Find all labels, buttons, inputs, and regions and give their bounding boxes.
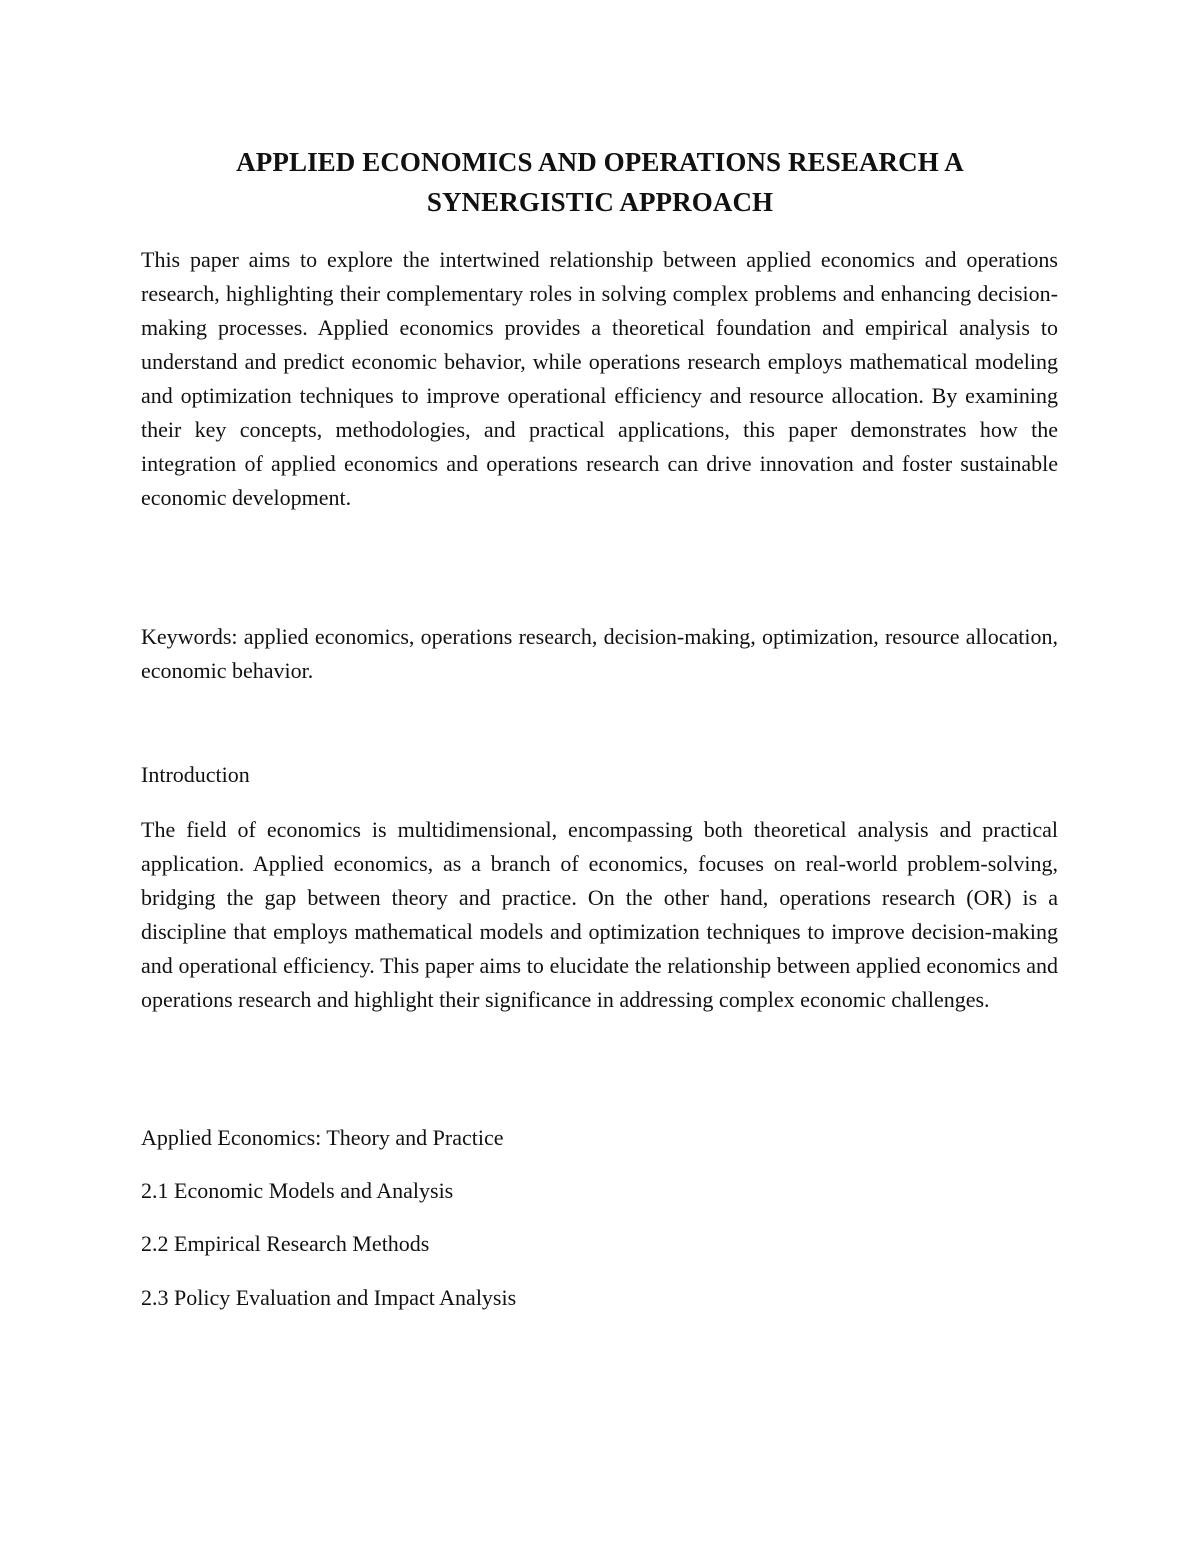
subsection-heading: 2.3 Policy Evaluation and Impact Analysis: [141, 1285, 517, 1310]
subsection-heading: 2.2 Empirical Research Methods: [141, 1231, 430, 1256]
introduction-heading: Introduction: [141, 762, 250, 787]
paper-title: APPLIED ECONOMICS AND OPERATIONS RESEARCH A SYNERGISTIC APPROACH: [236, 147, 964, 217]
subsection-heading: 2.1 Economic Models and Analysis: [141, 1178, 454, 1203]
section-heading: Applied Economics: Theory and Practice: [141, 1125, 504, 1150]
abstract-paragraph: This paper aims to explore the intertwined relationship between applied economics and operations research, highlighting their complementary roles in solving complex problems and enhancing decision-making processes. Applied economics provides a theoretical foundation and empirical analysis to understand and predict economic behavior, while operations research employs mathematical modeling and optimization techniques to improve operational efficiency and resource allocation. By examining their key concepts, methodologies, and practical applications, this paper demonstrates how the integration of applied economics and operations research can drive innovation and foster sustainable economic development.: [141, 247, 1058, 510]
introduction-paragraph: The field of economics is multidimensional, encompassing both theoretical analysis and practical application. Applied economics, as a branch of economics, focuses on real-world problem-solving, bridging the gap between theory and practice. On the other hand, operations research (OR) is a discipline that employs mathematical models and optimization techniques to improve decision-making and operational efficiency. This paper aims to elucidate the relationship between applied economics and operations research and highlight their significance in addressing complex economic challenges.: [141, 817, 1058, 1012]
keywords-paragraph: Keywords: applied economics, operations research, decision-making, optimization, resource allocation, economic behavior.: [141, 624, 1058, 683]
